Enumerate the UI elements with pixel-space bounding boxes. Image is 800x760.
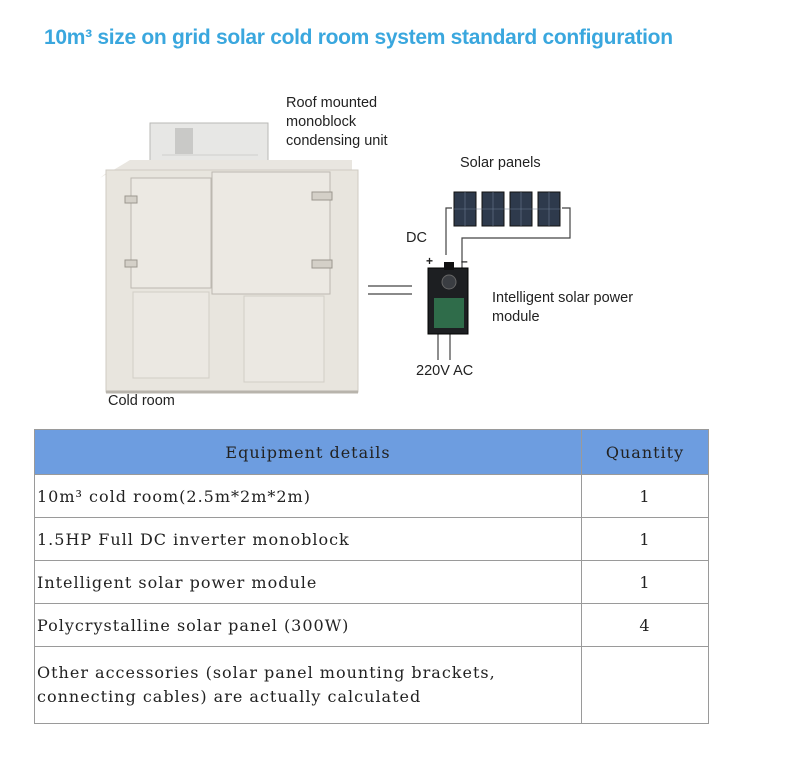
equipment-quantity: 1: [582, 475, 709, 518]
connection-lines: [368, 208, 570, 360]
equipment-item: Intelligent solar power module: [35, 561, 582, 604]
condensing-unit-label: Roof mounted monoblock condensing unit: [286, 95, 388, 149]
equipment-quantity: 1: [582, 518, 709, 561]
power-module-illustration: [428, 262, 468, 334]
equipment-details-header: Equipment details: [35, 430, 582, 475]
equipment-item: 10m³ cold room(2.5m*2m*2m): [35, 475, 582, 518]
minus-label: –: [461, 254, 468, 268]
table-row: [35, 475, 709, 518]
solar-panels-label: Solar panels: [460, 155, 541, 171]
quantity-header: Quantity: [582, 430, 709, 475]
table-row: [35, 561, 709, 604]
table-row: [35, 647, 709, 724]
table-row: [35, 604, 709, 647]
table-header-row: [35, 430, 709, 475]
equipment-item: 1.5HP Full DC inverter monoblock: [35, 518, 582, 561]
ac-label: 220V AC: [416, 363, 474, 379]
condensing-unit-illustration: [150, 123, 268, 163]
equipment-table: [34, 429, 709, 724]
cold-room-label: Cold room: [108, 393, 175, 409]
plus-label: +: [426, 254, 434, 268]
solar-panels-illustration: [454, 192, 560, 226]
power-module-label: Intelligent solar power module: [492, 290, 634, 325]
table-row: [35, 518, 709, 561]
equipment-item: Polycrystalline solar panel (300W): [35, 604, 582, 647]
equipment-quantity: 4: [582, 604, 709, 647]
equipment-quantity: [582, 647, 709, 724]
page-title: 10m³ size on grid solar cold room system standard configuration: [44, 26, 673, 49]
dc-label: DC: [406, 230, 427, 246]
equipment-item: Other accessories (solar panel mounting brackets, connecting cables) are actually calculated: [35, 647, 582, 724]
cold-room-illustration: [100, 160, 358, 392]
equipment-quantity: 1: [582, 561, 709, 604]
